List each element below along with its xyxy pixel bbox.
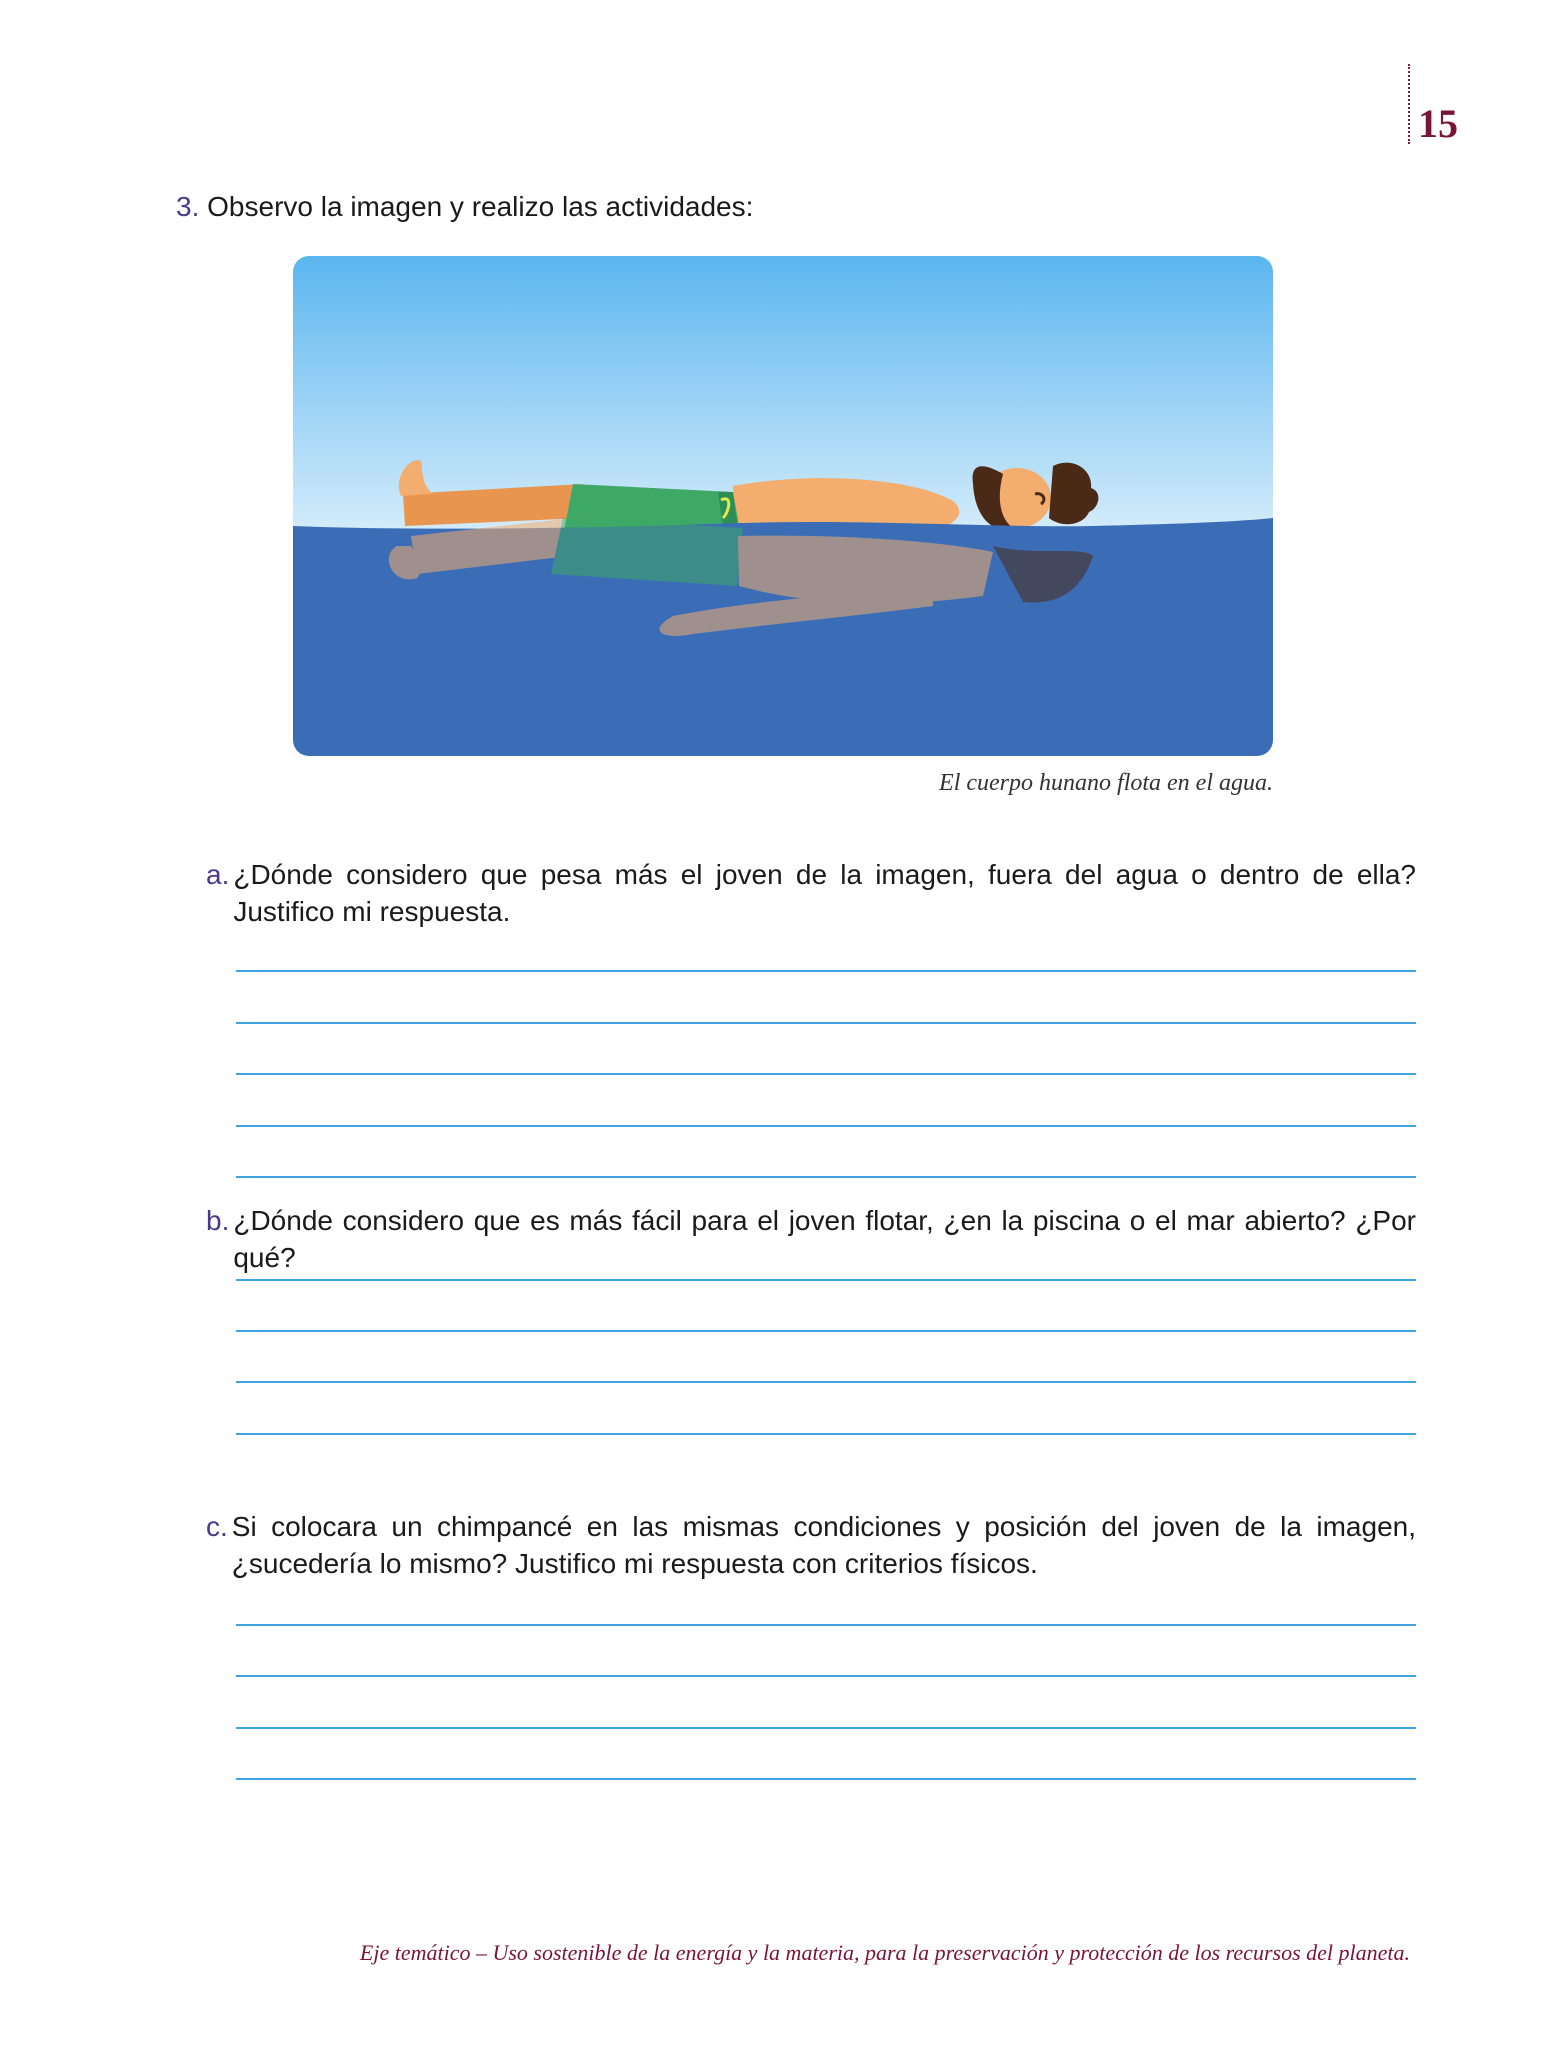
question-b-letter: b. — [206, 1205, 230, 1236]
question-a — [206, 856, 1416, 930]
activity-title: Observo la imagen y realizo las actividades: — [207, 191, 754, 222]
answer-line-b-2[interactable] — [236, 1330, 1416, 1332]
answer-line-a-3[interactable] — [236, 1073, 1416, 1075]
answer-line-a-2[interactable] — [236, 1022, 1416, 1024]
question-a-text: ¿Dónde considero que pesa más el joven de la imagen, fuera del agua o dentro de ella? Justifico mi respuesta. — [233, 859, 1416, 927]
answer-line-b-4[interactable] — [236, 1433, 1416, 1435]
question-a-letter: a. — [206, 859, 230, 890]
answer-line-b-3[interactable] — [236, 1381, 1416, 1383]
answer-line-c-2[interactable] — [236, 1675, 1416, 1677]
answer-line-a-1[interactable] — [236, 970, 1416, 972]
answer-line-a-4[interactable] — [236, 1125, 1416, 1127]
question-c-text: Si colocara un chimpancé en las mismas condiciones y posición del joven de la imagen, ¿sucedería lo mismo? Justifico mi respuesta con criterios físicos. — [231, 1511, 1416, 1579]
question-b-text: ¿Dónde considero que es más fácil para el joven flotar, ¿en la piscina o el mar abierto? ¿Por qué? — [233, 1205, 1416, 1273]
answer-line-c-4[interactable] — [236, 1778, 1416, 1780]
page-number: 15 — [1418, 101, 1458, 146]
answer-line-c-1[interactable] — [236, 1624, 1416, 1626]
activity-heading — [176, 190, 753, 224]
question-b — [206, 1202, 1416, 1276]
answer-line-b-1[interactable] — [236, 1279, 1416, 1281]
activity-number: 3. — [176, 191, 200, 222]
floating-person-illustration — [293, 256, 1273, 756]
answer-line-a-5[interactable] — [236, 1176, 1416, 1178]
question-c-letter: c. — [206, 1511, 228, 1542]
footer-thematic-axis: Eje temático – Uso sostenible de la energía y la materia, para la preservación y protección de los recursos del planeta. — [359, 1940, 1410, 1965]
answer-line-c-3[interactable] — [236, 1727, 1416, 1729]
figure-caption: El cuerpo hunano flota en el agua. — [939, 770, 1273, 796]
page-number-rule — [1408, 64, 1410, 144]
question-c — [206, 1508, 1416, 1582]
